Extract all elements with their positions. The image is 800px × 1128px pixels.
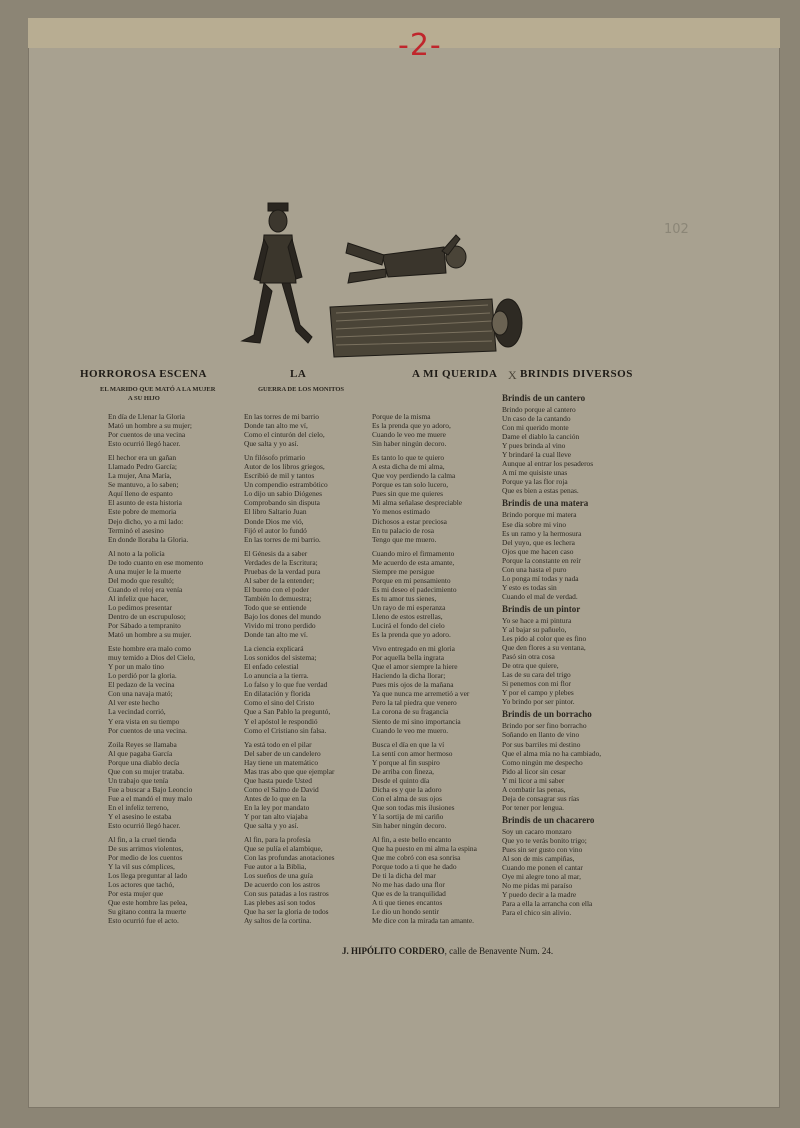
verse-line: Donde Dios me vió, bbox=[244, 516, 304, 526]
falling-child-figure bbox=[346, 235, 466, 283]
verse-line: Y esto es todas sin bbox=[502, 582, 557, 592]
verse-heading: Brindis de un cantero bbox=[502, 393, 586, 403]
verse-line: Que es bien a estas penas. bbox=[502, 486, 579, 496]
verse-line: Pasó sin otra cosa bbox=[502, 652, 555, 662]
verse-line: Como el Cristiano sin falsa. bbox=[244, 725, 327, 735]
verse-line: Al que pagaba García bbox=[108, 748, 173, 758]
verse-line: Ojos que me hacen caso bbox=[502, 546, 574, 556]
verse-line: Con una hasta el puro bbox=[502, 564, 567, 574]
verse-line: La vecindad corrió, bbox=[108, 707, 166, 717]
verse-line: Este pobre de memoria bbox=[108, 507, 177, 517]
verse-line: Que el alma mía no ha cambiado, bbox=[502, 748, 602, 758]
verse-line: En donde lloraba la Gloria. bbox=[108, 534, 189, 544]
title-la: LA bbox=[290, 368, 307, 380]
verse-line: Pues mis ojos de la mañana bbox=[372, 680, 454, 690]
verse-line: Y por un malo tino bbox=[108, 662, 164, 672]
verse-line: Todo que se entiende bbox=[244, 602, 307, 612]
verse-line: Lo perdió por la gloria. bbox=[108, 671, 177, 681]
verse-line: Que hasta puede Usted bbox=[244, 775, 312, 785]
verse-line: Al fin, a la cruel tienda bbox=[108, 835, 177, 845]
verse-heading: Brindis de un pintor bbox=[502, 603, 581, 614]
verse-line: Porque en mi pensamiento bbox=[372, 575, 451, 585]
verse-line: Deja de consagrar sus rías bbox=[502, 793, 580, 803]
verse-line: Soñando en llanto de vino bbox=[502, 730, 580, 740]
verse-line: Como el sino del Cristo bbox=[244, 698, 315, 708]
verse-line: Antes de lo que en la bbox=[244, 793, 307, 803]
verse-heading: Brindis de una matera bbox=[502, 498, 589, 509]
subtitle-guerra: GUERRA DE LOS MONITOS bbox=[258, 386, 345, 393]
pencil-archive-number: 102 bbox=[664, 222, 689, 237]
verse-line: Dichosos a estar preciosa bbox=[372, 516, 447, 526]
verse-line: En tu palacio de rosa bbox=[372, 525, 434, 535]
standing-man-figure bbox=[242, 203, 312, 343]
verse-line: Que el amor siempre la hiere bbox=[372, 662, 458, 672]
verse-line: Siento de mi sino importancia bbox=[372, 716, 461, 726]
verse-line: Es la prenda que yo adoro, bbox=[372, 421, 451, 431]
verse-line: El pedazo de la vecina bbox=[108, 680, 175, 690]
verse-line: Que son todas mis ilusiones bbox=[372, 802, 455, 812]
verse-line: A combatir las penas, bbox=[502, 784, 566, 794]
verse-line: Ay saltos de la cortina. bbox=[244, 916, 312, 926]
verse-line: Al saber de la entender; bbox=[244, 575, 315, 585]
verse-line: Este hombre era malo como bbox=[108, 644, 191, 654]
verse-line: Vivo entregado en mi gloria bbox=[372, 644, 455, 654]
verse-line: En día de Llenar la Gloria bbox=[108, 412, 185, 421]
verse-line: Ya que nunca me arremetió a ver bbox=[372, 689, 470, 699]
verse-line: Por cuentos de una vecina. bbox=[108, 725, 188, 735]
verse-line: En las torres de mi barrio bbox=[244, 412, 319, 421]
verse-line: Esto ocurrió llegó hacer. bbox=[108, 821, 181, 831]
verse-line: Esto ocurrió fue el acto. bbox=[108, 916, 179, 926]
verse-line: Comprobando sin disputa bbox=[244, 498, 320, 508]
verse-line: Soy un cacaro monzaro bbox=[502, 826, 572, 836]
verse-line: Es un ramo y la hermosura bbox=[502, 528, 582, 538]
verse-line: Pero la tal piedra que venero bbox=[372, 698, 457, 708]
verse-line: Dejo dicho, yo a mi lado: bbox=[108, 516, 184, 526]
verse-line: Cuando el reloj era venía bbox=[108, 584, 183, 594]
verse-line: Que se pulía el alambique, bbox=[244, 844, 323, 854]
verse-line: Si penemos con mi flor bbox=[502, 679, 571, 689]
verse-line: Por tener por lengua. bbox=[502, 802, 564, 812]
verse-line: La ciencia explicará bbox=[244, 644, 304, 654]
verse-line: Que este hombre las pelea, bbox=[108, 898, 188, 908]
verse-line: Porque ya las flor roja bbox=[502, 477, 568, 487]
verse-line: Mató un hombre a su mujer; bbox=[108, 421, 192, 431]
verse-line: De ti la dicha del mar bbox=[372, 871, 436, 881]
verse-line: Vivido mi trono perdido bbox=[244, 621, 316, 631]
verse-line: Fue a buscar a Bajo Leoncio bbox=[108, 784, 193, 794]
verse-line: Pido al licor sin cesar bbox=[502, 766, 566, 776]
subtitle-left-1: EL MARIDO QUE MATÓ A LA MUJER bbox=[100, 386, 216, 393]
verse-line: Mató un hombre a su mujer. bbox=[108, 630, 192, 640]
verse-line: El asunto de esta historia bbox=[108, 498, 182, 508]
verse-line: Es tu amor tus sienes, bbox=[372, 593, 437, 603]
verse-line: Siempre me persigue bbox=[372, 566, 435, 576]
poem-column-1 bbox=[108, 412, 203, 926]
verse-line: Verdades de la Escritura; bbox=[244, 557, 318, 567]
verse-line: Haciendo la dicha llorar; bbox=[372, 671, 446, 681]
verse-line: El bueno con el poder bbox=[244, 584, 309, 594]
verse-line: Un caso de la cantando bbox=[502, 414, 571, 424]
verse-line: Es la prenda que yo adoro. bbox=[372, 630, 451, 640]
verse-line: Es tanto lo que te quiero bbox=[372, 453, 445, 463]
verse-line: Autor de los libros griegos, bbox=[244, 462, 325, 472]
verse-line: Desde el quinto día bbox=[372, 775, 430, 785]
poem-column-4 bbox=[502, 390, 601, 917]
verse-line: Y brindaré la cual lleve bbox=[502, 450, 572, 460]
verse-line: Y puedo decir a la madre bbox=[502, 890, 577, 900]
verse-line: Con una navaja mató; bbox=[108, 689, 173, 699]
verse-line: Dentro de un escrupuloso; bbox=[108, 611, 186, 621]
verse-line: De otra que quiere, bbox=[502, 661, 559, 671]
verse-line: Ya está todo en el pilar bbox=[244, 739, 312, 749]
verse-line: Sin haber ningún decoro. bbox=[372, 439, 447, 449]
verse-line: Fijó el autor lo fundó bbox=[244, 525, 307, 535]
verse-line: Del modo que resultó; bbox=[108, 575, 174, 585]
verse-line: Para a ella la arrancha con ella bbox=[502, 899, 593, 909]
verse-line: Como el cinturón del cielo, bbox=[244, 430, 325, 440]
verse-line: Por Sábado a tempranito bbox=[108, 621, 181, 631]
verse-line: Y al bajar su pañuelo, bbox=[502, 624, 567, 634]
title-horrorosa-escena: HORROROSA ESCENA bbox=[80, 368, 207, 380]
verse-line: Porque todo a ti que he dado bbox=[372, 862, 457, 872]
verse-line: Los sueños de una guía bbox=[244, 871, 313, 881]
verse-line: De sus arrimos violentos, bbox=[108, 844, 184, 854]
verse-line: Del saber de un candelero bbox=[244, 748, 321, 758]
verse-line: Por sus barriles mi destino bbox=[502, 739, 581, 749]
verse-line: Lo pedimos presentar bbox=[108, 602, 173, 612]
verse-line: Un rayo de mi esperanza bbox=[372, 602, 446, 612]
verse-line: Y por tan alto viajaba bbox=[244, 811, 308, 821]
verse-line: Bajo los dones del mundo bbox=[244, 611, 321, 621]
verse-line: Que ha puesto en mi alma la espina bbox=[372, 844, 477, 854]
verse-line: Donde tan alto me ví, bbox=[244, 421, 308, 431]
verse-heading: Brindis de un chacarero bbox=[502, 814, 595, 825]
verse-line: Que me cobró con esa sonrisa bbox=[372, 853, 461, 863]
verse-line: Los llega preguntar al lado bbox=[108, 871, 188, 881]
poem-column-2 bbox=[244, 412, 335, 926]
verse-line: Terminó el asesino bbox=[108, 525, 164, 535]
verse-line: Por aquella bella ingrata bbox=[372, 653, 445, 663]
verse-line: En la ley por mandato bbox=[244, 802, 310, 812]
verse-line: Por medio de los cuentos bbox=[108, 853, 183, 863]
verse-line: Al infeliz que hacer, bbox=[108, 593, 169, 603]
verse-line: Pues sin ser gusto con vino bbox=[502, 844, 583, 854]
verse-line: Que ha ser la gloria de todos bbox=[244, 907, 329, 917]
verse-line: Porque de la misma bbox=[372, 412, 431, 421]
verse-line: Zoila Reyes se llamaba bbox=[108, 739, 177, 749]
verse-line: Les pido al color que es fino bbox=[502, 634, 587, 644]
verse-line: Los sonidos del sistema; bbox=[244, 653, 317, 663]
verse-line: Y el apóstol le respondió bbox=[244, 716, 318, 726]
verse-line: Que den flores a su ventana, bbox=[502, 643, 586, 653]
verse-line: Hay tiene un matemático bbox=[244, 757, 319, 767]
verse-line: Aunque al entrar los pesaderos bbox=[502, 459, 594, 469]
verse-line: Sin haber ningún decoro. bbox=[372, 821, 447, 831]
verse-line: Yo se hace a mi pintura bbox=[502, 615, 572, 625]
verse-line: Dicha es y que la adoro bbox=[372, 784, 442, 794]
verse-line: Brindo porque al cantero bbox=[502, 405, 576, 414]
verse-line: La sentí con amor hermoso bbox=[372, 748, 453, 758]
verse-line: Que salta y yo así. bbox=[244, 821, 299, 831]
verse-line: Que con su mujer trataba. bbox=[108, 766, 185, 776]
verse-line: Cuando le veo me muero. bbox=[372, 725, 449, 735]
verse-line: Que voy perdiendo la calma bbox=[372, 471, 456, 481]
verse-line: Porque una diablo decía bbox=[108, 757, 180, 767]
verse-line: De todo cuanto en ese momento bbox=[108, 557, 204, 567]
verse-line: Se mantuvo, a lo saben; bbox=[108, 480, 179, 490]
verse-line: Las de su cara del trigo bbox=[502, 670, 571, 680]
verse-line: Con sus patadas a los rastros bbox=[244, 889, 329, 899]
verse-line: Y era vista en su tiempo bbox=[108, 716, 180, 726]
woodcut-illustration bbox=[230, 195, 530, 365]
verse-line: Dame el diablo la canción bbox=[502, 432, 580, 442]
verse-line: Donde tan alto me ví. bbox=[244, 630, 308, 640]
verse-line: Pruebas de la verdad pura bbox=[244, 566, 321, 576]
verse-line: Fue autor a la Biblia, bbox=[244, 862, 307, 872]
verse-line: Y pues brinda al vino bbox=[502, 441, 566, 451]
verse-line: Al son de mis campiñas, bbox=[502, 854, 575, 864]
verse-line: A una mujer le la muerte bbox=[108, 566, 182, 576]
verse-line: Como el Salmo de David bbox=[244, 784, 319, 794]
verse-line: Cuando el mal de verdad. bbox=[502, 591, 578, 601]
verse-line: Esto ocurrió llegó hacer. bbox=[108, 439, 181, 449]
verse-line: Le dio un hondo sentir bbox=[372, 907, 439, 917]
verse-line: Que salta y yo así. bbox=[244, 439, 299, 449]
verse-line: Al fin, a este bello encanto bbox=[372, 835, 452, 845]
verse-line: A mí me quisiste unas bbox=[502, 468, 568, 478]
verse-line: La mujer, Ana María, bbox=[108, 471, 172, 481]
verse-line: Que yo te verás bonito trigo; bbox=[502, 835, 587, 845]
verse-line: Un compendio estrambótico bbox=[244, 480, 328, 490]
verse-line: Y la sortija de mi cariño bbox=[372, 811, 444, 821]
verse-line: Por esta mujer que bbox=[108, 889, 164, 899]
verse-line: La corona de su fragancia bbox=[372, 707, 449, 717]
verse-line: Por cuentos de una vecina bbox=[108, 430, 186, 440]
verse-line: Porque es tan solo lucero, bbox=[372, 480, 449, 490]
verse-line: Mi alma señalase despreciable bbox=[372, 498, 463, 508]
verse-line: Para el chico sin alivio. bbox=[502, 908, 572, 918]
verse-line: Pues sin que me quieres bbox=[372, 489, 444, 499]
verse-line: Yo brindo por ser pintor. bbox=[502, 697, 575, 707]
verse-line: El Génesis da a saber bbox=[244, 548, 308, 558]
verse-line: Mas tras abo que que ejemplar bbox=[244, 766, 335, 776]
verse-line: También lo demuestra; bbox=[244, 593, 312, 603]
verse-line: Cuando miro el firmamento bbox=[372, 548, 455, 558]
verse-line: Aquí lleno de espanto bbox=[108, 489, 173, 499]
verse-line: A esta dicha de mi alma, bbox=[372, 462, 445, 472]
verse-line: Su gitano contra la muerte bbox=[108, 907, 186, 917]
verse-line: El libro Saltario Juan bbox=[244, 507, 307, 517]
verse-line: Las plebes así son todos bbox=[244, 898, 316, 908]
verse-line: Y la vil sus cómplices, bbox=[108, 862, 175, 872]
verse-line: Me dice con la mirada tan amante. bbox=[372, 916, 474, 926]
printer-name: J. HIPÓLITO CORDERO bbox=[342, 946, 445, 956]
verse-line: Lucirá el fondo del cielo bbox=[372, 621, 445, 631]
verse-line: Con mi querido monte bbox=[502, 423, 569, 433]
verse-line: Busca el día en que la ví bbox=[372, 739, 445, 749]
verse-line: Yo menos estimado bbox=[372, 507, 430, 517]
verse-line: Y por el campo y plebes bbox=[502, 688, 574, 698]
verse-line: En el infeliz terreno, bbox=[108, 802, 169, 812]
verse-line: Porque la constante en reír bbox=[502, 555, 581, 565]
verse-line: Oye mi alegre tono al mar, bbox=[502, 872, 581, 882]
verse-line: Que a San Pablo la preguntó, bbox=[244, 707, 331, 717]
verse-line: Escribió de mil y tantos bbox=[244, 471, 315, 481]
verse-line: Y porque al fin suspiro bbox=[372, 757, 440, 767]
title-x-mark: X bbox=[508, 368, 518, 382]
verse-line: Lo dijo un sabio Diógenes bbox=[244, 489, 323, 499]
verse-line: No me pidas mi paraíso bbox=[502, 881, 573, 891]
verse-line: Tengo que me muero. bbox=[372, 534, 437, 544]
title-brindis-diversos: BRINDIS DIVERSOS bbox=[520, 368, 633, 380]
verse-line: Los actores que tachó, bbox=[108, 880, 175, 890]
verse-line: muy temido a Dios del Cielo, bbox=[108, 653, 196, 663]
verse-line: Cuando me ponen el cantar bbox=[502, 863, 583, 873]
verse-line: Lo anuncia a la tierra. bbox=[244, 671, 309, 681]
verse-line: Un filósofo primario bbox=[244, 453, 306, 463]
verse-line: Lleno de estos estrellas, bbox=[372, 611, 443, 621]
verse-line: El hechor era un gañan bbox=[108, 453, 177, 463]
verse-heading: Brindis de un borracho bbox=[502, 709, 592, 720]
verse-line: En las torres de mi barrio. bbox=[244, 534, 321, 544]
title-a-mi-querida: A MI QUERIDA bbox=[412, 368, 498, 380]
verse-line: El enfado celestial bbox=[244, 662, 299, 672]
verse-line: Es mi deseo el padecimiento bbox=[372, 584, 457, 594]
verse-line: Brindo porque mi matera bbox=[502, 510, 577, 520]
verse-line: Y mi licor a mi saber bbox=[502, 775, 565, 785]
verse-line: Al noto a la policía bbox=[108, 548, 165, 558]
verse-line: Lo falso y lo que fue verdad bbox=[244, 680, 328, 690]
printer-imprint bbox=[342, 946, 553, 956]
verse-line: Me acuerdo de esta amante, bbox=[372, 557, 455, 567]
lying-woman-figure bbox=[330, 299, 522, 357]
verse-line: Un trabajo que tenía bbox=[108, 775, 169, 785]
verse-line: Brindo por ser fino borracho bbox=[502, 721, 587, 731]
printer-address: , calle de Benavente Num. 24. bbox=[444, 946, 554, 956]
verse-line: En dilatación y florida bbox=[244, 689, 311, 699]
verse-line: Ese día sobre mi vino bbox=[502, 519, 567, 529]
verse-line: De acuerdo con los astros bbox=[244, 880, 320, 890]
poem-column-3 bbox=[372, 412, 477, 926]
verse-line: De arriba con fineza, bbox=[372, 766, 434, 776]
verse-line: Con el alma de sus ojos bbox=[372, 793, 442, 803]
verse-line: Al fin, para la profesía bbox=[244, 835, 311, 845]
verse-line: Cuando le veo me muere bbox=[372, 430, 446, 440]
verse-line: A ti que tienes encantos bbox=[372, 898, 443, 908]
subtitle-left-2: A SU HIJO bbox=[128, 395, 160, 402]
verse-line: Al ver este hecho bbox=[108, 698, 160, 708]
verse-line: Lo ponga mí todas y nada bbox=[502, 573, 579, 583]
verse-line: Del yuyo, que es lechera bbox=[502, 537, 575, 547]
verse-line: Como ningún me despecho bbox=[502, 757, 583, 767]
verse-line: No me has dado una flor bbox=[372, 880, 445, 890]
verse-line: Fue a el mandó el muy malo bbox=[108, 793, 193, 803]
page-number: -2- bbox=[398, 28, 442, 63]
verse-line: Y el asesino le estaba bbox=[108, 811, 172, 821]
verse-line: Con las profundas anotaciones bbox=[244, 853, 335, 863]
verse-line: Que es de la tranquilidad bbox=[372, 889, 446, 899]
verse-line: Llamado Pedro García; bbox=[108, 462, 177, 472]
